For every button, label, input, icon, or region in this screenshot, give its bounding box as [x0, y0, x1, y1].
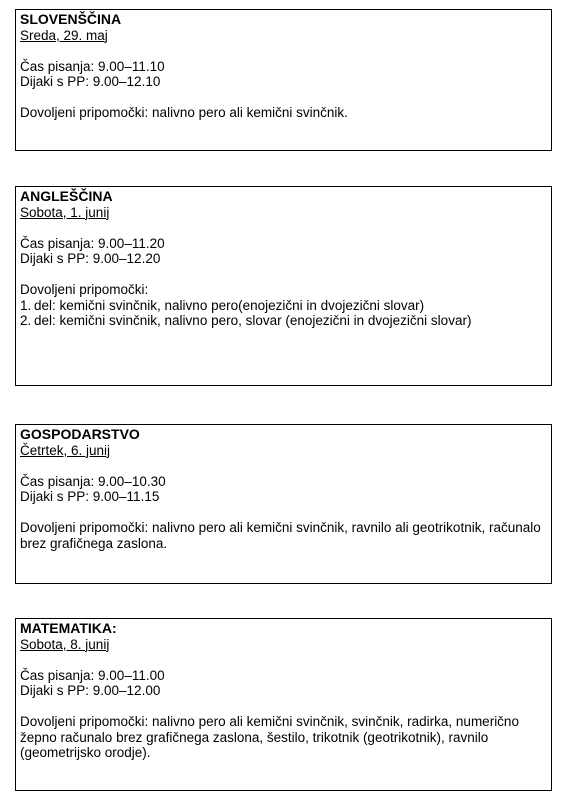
exam-aids: Dovoljeni pripomočki: nalivno pero ali kemični svinčnik, ravnilo ali geotrikotnik, računalo brez grafičnega zaslona. — [20, 520, 541, 551]
exam-card-anglescina — [15, 186, 552, 386]
exam-aids: Dovoljeni pripomočki: nalivno pero ali kemični svinčnik, svinčnik, radirka, numerično žepno računalo brez grafičnega zaslona, šestilo, trikotnik (geotrikotnik), ravnilo (geometrijsko orodje). — [20, 714, 519, 760]
exam-card-matematika — [15, 618, 552, 791]
exam-subject: SLOVENŠČINA — [20, 11, 122, 27]
exam-date: Četrtek, 6. junij — [20, 442, 111, 458]
list-item-number: 2. — [20, 313, 32, 328]
exam-date: Sobota, 1. junij — [20, 204, 110, 220]
list-item-text: del: kemični svinčnik, nalivno pero(enojezični in dvojezični slovar) — [34, 297, 425, 313]
exam-subject: MATEMATIKA: — [20, 620, 117, 636]
exam-card-gospodarstvo — [15, 424, 552, 584]
exam-time: Čas pisanja: 9.00–10.30 — [20, 473, 166, 489]
exam-card-slovenscina — [15, 9, 552, 151]
exam-pp-time: Dijaki s PP: 9.00–11.15 — [20, 489, 160, 504]
exam-time: Čas pisanja: 9.00–11.00 — [20, 667, 165, 683]
exam-aids-heading: Dovoljeni pripomočki: — [20, 282, 149, 297]
exam-date: Sobota, 8. junij — [20, 636, 110, 652]
exam-pp-time: Dijaki s PP: 9.00–12.00 — [20, 683, 161, 698]
list-item-number: 1. — [20, 297, 32, 313]
exam-aids: Dovoljeni pripomočki: nalivno pero ali kemični svinčnik. — [20, 105, 348, 120]
list-item — [20, 313, 547, 329]
exam-time: Čas pisanja: 9.00–11.10 — [20, 58, 165, 74]
exam-subject: GOSPODARSTVO — [20, 426, 140, 442]
list-item — [20, 298, 547, 314]
exam-pp-time: Dijaki s PP: 9.00–12.10 — [20, 74, 161, 89]
exam-subject: ANGLEŠČINA — [20, 188, 113, 204]
exam-aids-list — [20, 298, 547, 329]
exam-date: Sreda, 29. maj — [20, 27, 108, 43]
list-item-text: del: kemični svinčnik, nalivno pero, slovar (enojezični in dvojezični slovar) — [34, 313, 472, 328]
exam-pp-time: Dijaki s PP: 9.00–12.20 — [20, 251, 161, 266]
exam-time: Čas pisanja: 9.00–11.20 — [20, 235, 165, 251]
